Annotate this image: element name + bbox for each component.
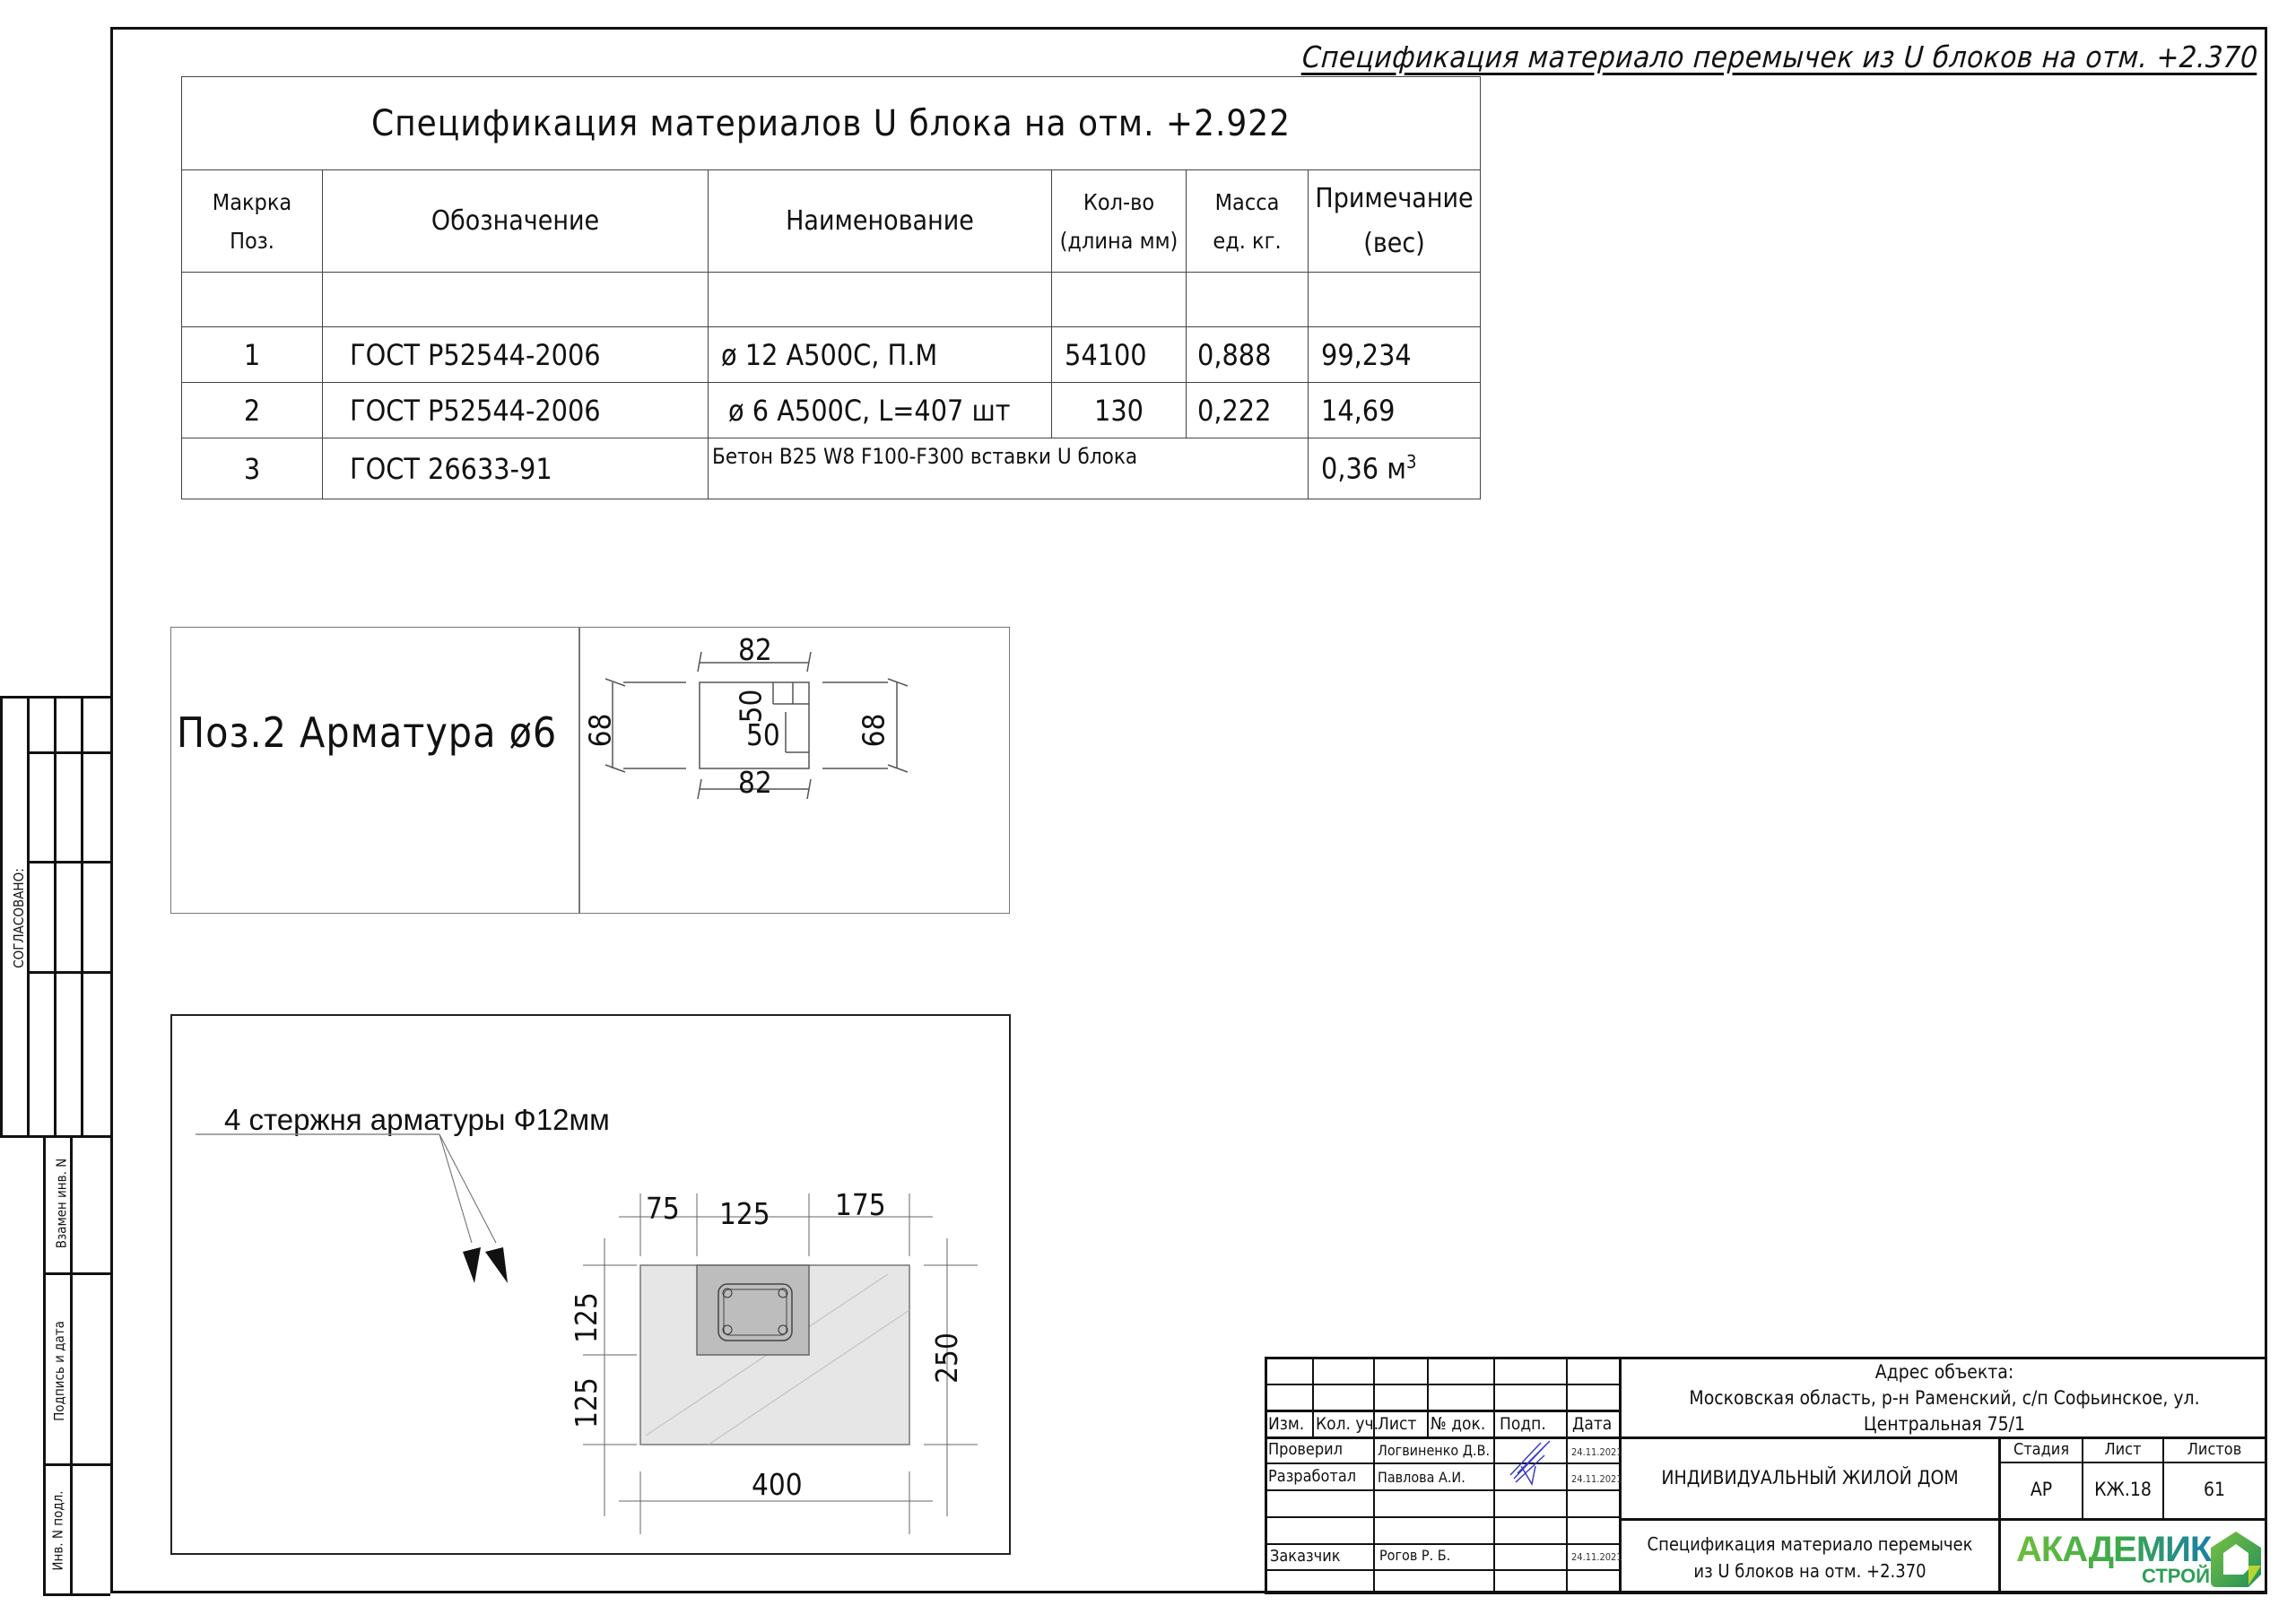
dim-bottom: 82 bbox=[738, 765, 772, 800]
sheet-label: Лист bbox=[2104, 1440, 2142, 1459]
agreed-label: СОГЛАСОВАНО: bbox=[10, 868, 27, 968]
cell-name: ø 6 А500С, L=407 шт bbox=[709, 383, 1052, 438]
date-customer: 24.11.2021 bbox=[1571, 1551, 1622, 1563]
rev-header-sheet: Лист bbox=[1378, 1414, 1417, 1434]
dim-bottom: 400 bbox=[752, 1467, 803, 1502]
dim-top-c: 175 bbox=[835, 1187, 886, 1222]
dim-top-b: 125 bbox=[719, 1196, 770, 1231]
name-customer: Рогов Р. Б. bbox=[1379, 1547, 1451, 1564]
rev-header-sign: Подп. bbox=[1500, 1414, 1546, 1434]
cell-name: ø 12 А500С, П.М bbox=[709, 327, 1052, 383]
address-line1: Московская область, р-н Раменский, с/п Софьинское, ул. bbox=[1689, 1387, 2200, 1409]
cell-note: 14,69 bbox=[1309, 383, 1481, 438]
address-line2: Центральная 75/1 bbox=[1863, 1413, 2026, 1435]
stage-value: АР bbox=[2030, 1479, 2053, 1500]
header-name: Наименование bbox=[709, 170, 1052, 273]
cell-mass: 0,222 bbox=[1187, 383, 1309, 438]
drawing-title-line1: Спецификация материало перемычек bbox=[1647, 1533, 1973, 1555]
dim-hook-vertical: 50 bbox=[733, 689, 769, 724]
replace-inv-label: Взамен инв. N bbox=[53, 1158, 70, 1249]
strip-border bbox=[43, 1593, 110, 1596]
cell-designation: ГОСТ 26633-91 bbox=[323, 438, 709, 499]
dim-left: 68 bbox=[582, 713, 618, 748]
cell-qty: 54100 bbox=[1052, 327, 1187, 383]
strip-border bbox=[43, 1463, 110, 1466]
strip-border bbox=[43, 1135, 46, 1595]
stage-label: Стадия bbox=[2013, 1440, 2070, 1459]
spec-table bbox=[181, 76, 1481, 499]
signature-icon bbox=[1505, 1439, 1559, 1493]
cell-name: Бетон В25 W8 F100-F300 вставки U блока bbox=[709, 438, 1309, 499]
dim-right: 68 bbox=[856, 713, 891, 748]
logo-subtext: СТРОЙ bbox=[2142, 1565, 2211, 1587]
address-label: Адрес объекта: bbox=[1874, 1361, 2014, 1383]
cell-designation: ГОСТ Р52544-2006 bbox=[323, 327, 709, 383]
strip-border bbox=[81, 696, 83, 1137]
header-qty: Кол-во (длина мм) bbox=[1052, 170, 1187, 273]
cell-note: 0,36 $м^3$ bbox=[1309, 438, 1481, 499]
sheets-label: Листов bbox=[2187, 1440, 2242, 1459]
strip-border bbox=[27, 751, 110, 754]
name-developed: Павлова А.И. bbox=[1378, 1469, 1465, 1486]
rev-header-count: Кол. уч. bbox=[1316, 1414, 1379, 1434]
rev-header-change: Изм. bbox=[1268, 1414, 1305, 1434]
dim-right: 250 bbox=[928, 1332, 964, 1384]
cell-pos: 3 bbox=[182, 438, 323, 499]
header-mass: Масса ед. кг. bbox=[1187, 170, 1309, 273]
table-row bbox=[182, 383, 1481, 438]
header-note: Примечание (вес) bbox=[1309, 170, 1481, 273]
cell-designation: ГОСТ Р52544-2006 bbox=[323, 383, 709, 438]
header-mark: Макрка Поз. bbox=[182, 170, 323, 273]
strip-border bbox=[54, 696, 57, 1137]
cell-mass: 0,888 bbox=[1187, 327, 1309, 383]
section-drawing bbox=[170, 1014, 1011, 1555]
table-row-empty bbox=[182, 273, 1481, 327]
strip-border bbox=[27, 696, 30, 1137]
pos2-label: Поз.2 Арматура ø6 bbox=[177, 708, 558, 757]
cell-pos: 2 bbox=[182, 383, 323, 438]
role-developed: Разработал bbox=[1268, 1467, 1357, 1486]
strip-border bbox=[27, 861, 110, 864]
rev-header-doc: № док. bbox=[1431, 1414, 1486, 1434]
inv-orig-label: Инв. N подл. bbox=[49, 1490, 66, 1571]
drawing-title-line2: из U блоков на отм. +2.370 bbox=[1693, 1560, 1926, 1582]
header-designation: Обозначение bbox=[323, 170, 709, 273]
sheet-title: Спецификация материало перемычек из U блоков на отм. +2.370 bbox=[1301, 39, 2260, 74]
dim-left-lower: 125 bbox=[568, 1377, 604, 1428]
dim-hook-horizontal: 50 bbox=[746, 717, 780, 752]
cell-qty: 130 bbox=[1052, 383, 1187, 438]
logo-house-icon bbox=[2209, 1530, 2263, 1589]
rebar-callout: 4 стержня арматуры Ф12мм bbox=[224, 1103, 610, 1136]
dim-top: 82 bbox=[738, 632, 772, 667]
stirrup-drawing bbox=[578, 627, 1009, 914]
table-row bbox=[182, 327, 1481, 383]
project-name: ИНДИВИДУАЛЬНЫЙ ЖИЛОЙ ДОМ bbox=[1661, 1467, 1959, 1488]
spec-table-header bbox=[182, 170, 1481, 273]
name-checked: Логвиненко Д.В. bbox=[1378, 1442, 1491, 1459]
role-checked: Проверил bbox=[1268, 1440, 1344, 1459]
cell-note: 99,234 bbox=[1309, 327, 1481, 383]
sign-date-label: Подпись и дата bbox=[50, 1321, 67, 1421]
title-block bbox=[1265, 1357, 2267, 1593]
sheet-value: КЖ.18 bbox=[2094, 1479, 2152, 1500]
date-developed: 24.11.2021 bbox=[1571, 1473, 1622, 1485]
date-checked: 24.11.2021 bbox=[1571, 1446, 1622, 1458]
dim-top-a: 75 bbox=[646, 1191, 680, 1226]
strip-border bbox=[27, 971, 110, 974]
spec-table-title: Спецификация материалов U блока на отм. +2.922 bbox=[182, 77, 1481, 170]
table-row bbox=[182, 438, 1481, 499]
strip-border bbox=[0, 1135, 110, 1138]
dim-left-upper: 125 bbox=[568, 1292, 604, 1343]
cell-pos: 1 bbox=[182, 327, 323, 383]
strip-border bbox=[70, 1135, 73, 1595]
strip-border bbox=[43, 1272, 110, 1275]
role-customer: Заказчик bbox=[1270, 1547, 1341, 1566]
strip-border bbox=[0, 696, 3, 1137]
sheets-value: 61 bbox=[2203, 1479, 2226, 1500]
rev-header-date: Дата bbox=[1572, 1414, 1613, 1434]
logo-text: АКАДЕМИК bbox=[2016, 1530, 2212, 1569]
